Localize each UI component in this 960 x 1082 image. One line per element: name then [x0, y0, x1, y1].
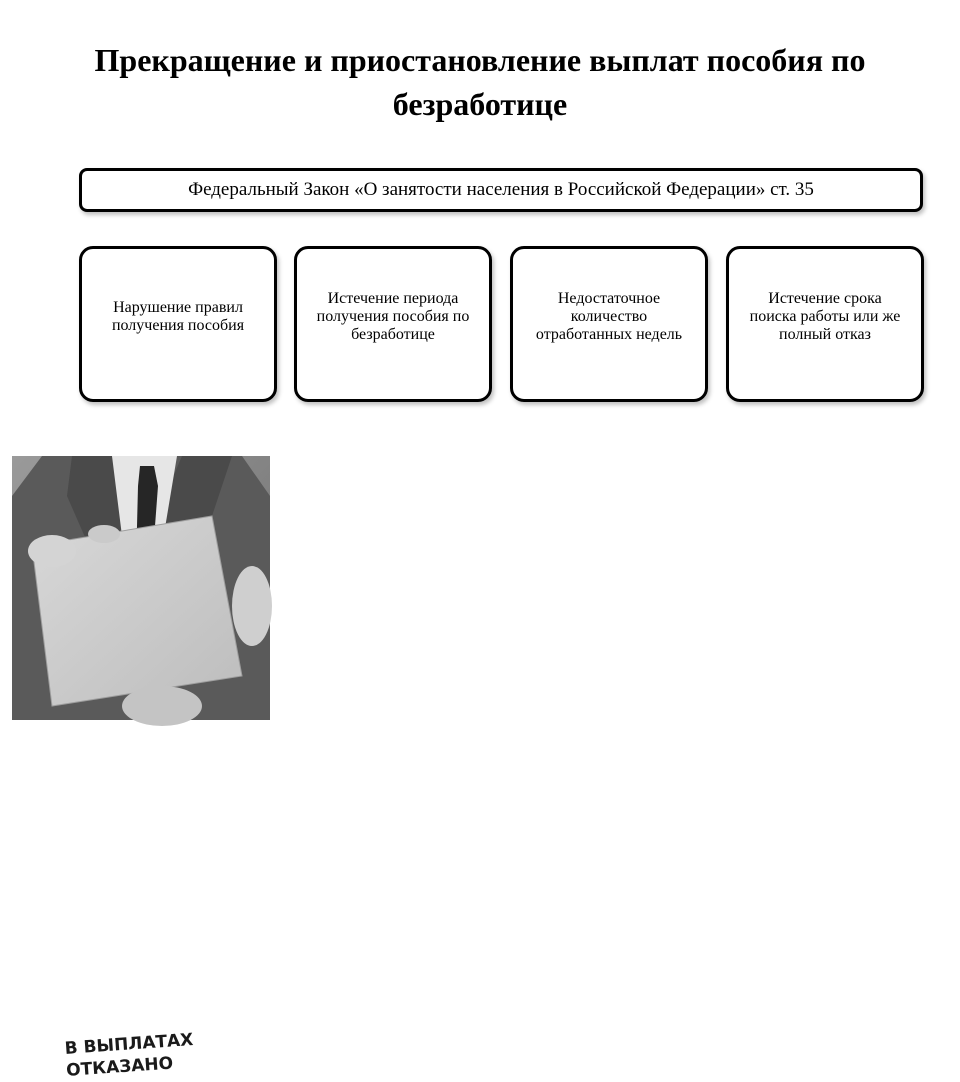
ground-card-rule-violation	[79, 246, 277, 402]
slide-title: Прекращение и приостановление выплат пособия по безработице	[94, 42, 866, 122]
sign-text-line2: ОТКАЗАНО	[65, 1053, 174, 1081]
sign-text-line1: В ВЫПЛАТАХ	[64, 1030, 194, 1059]
ground-card-label: Нарушение правил получения пособия	[111, 299, 245, 334]
ground-card-label: Недостаточное количество отработанных недель	[535, 290, 683, 343]
ground-card-search-expiry	[726, 246, 924, 402]
photo-illustration	[12, 456, 270, 720]
law-reference-box	[79, 168, 923, 212]
ground-card-period-expiry	[294, 246, 492, 402]
ground-card-label: Истечение срока поиска работы или же полный отказ	[749, 290, 901, 343]
law-reference-text: Федеральный Закон «О занятости населения в Российской Федерации» ст. 35	[188, 179, 814, 200]
ground-card-label: Истечение периода получения пособия по безработице	[316, 290, 470, 343]
sign-text	[64, 1026, 237, 1082]
ground-card-insufficient-weeks	[510, 246, 708, 402]
businessman-sign-photo	[12, 456, 270, 1081]
